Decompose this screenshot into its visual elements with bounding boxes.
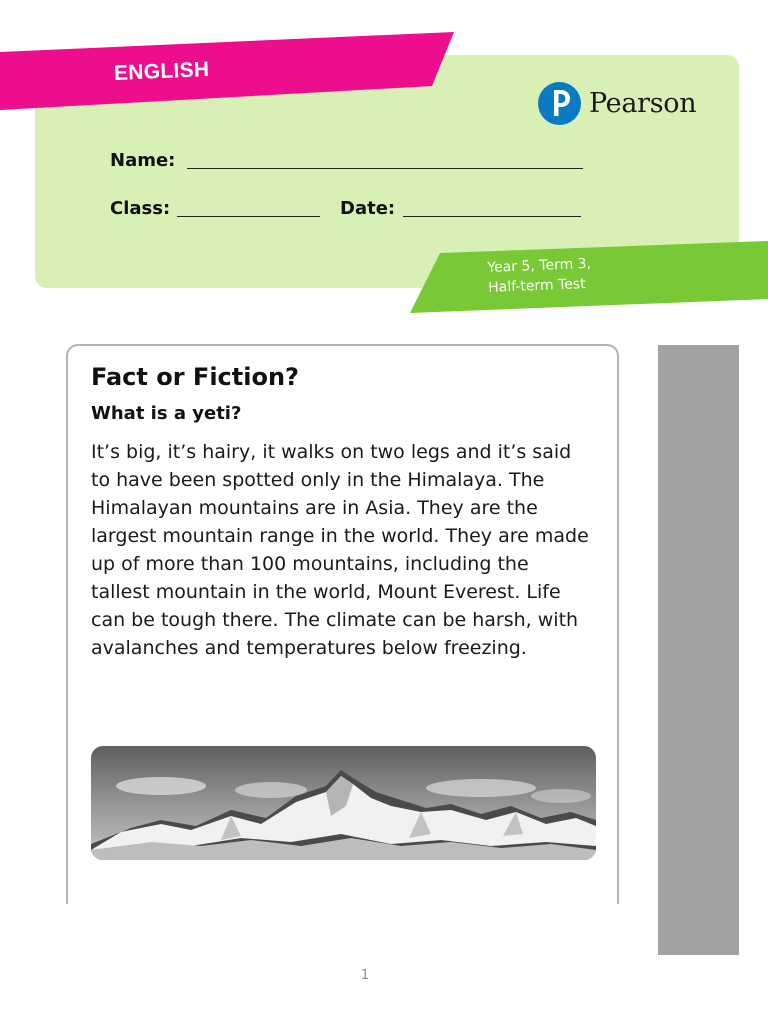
term-label <box>487 251 658 298</box>
class-label: Class: <box>110 198 171 219</box>
side-margin-bar <box>658 345 739 955</box>
date-field[interactable] <box>403 216 581 217</box>
class-field[interactable] <box>177 216 320 217</box>
pearson-logo <box>538 80 696 126</box>
subject-label: ENGLISH <box>113 58 210 85</box>
date-label: Date: <box>340 198 396 219</box>
name-label: Name: <box>110 150 176 171</box>
pearson-p-logo-icon <box>538 82 581 125</box>
page-number: 1 <box>360 968 370 983</box>
term-line-1: Year 5, Term 3, <box>487 255 592 276</box>
term-line-2: Half-term Test <box>487 276 586 296</box>
article-body: It’s big, it’s hairy, it walks on two legs and it’s said to have been spotted only in the Himalaya. The Himalayan mountains are in Asia. They are the largest mountain range in the world. They are made up of more than 100 mountains, including the tallest mountain in the world, Mount Everest. Life can be tough there. The climate can be harsh, with avalanches and temperatures below freezing. <box>91 441 589 659</box>
brand-name: Pearson <box>589 87 697 119</box>
name-field[interactable] <box>187 168 583 169</box>
article-subtitle: What is a yeti? <box>91 403 242 424</box>
article-title: Fact or Fiction? <box>91 363 299 391</box>
mountain-photo <box>91 746 596 860</box>
